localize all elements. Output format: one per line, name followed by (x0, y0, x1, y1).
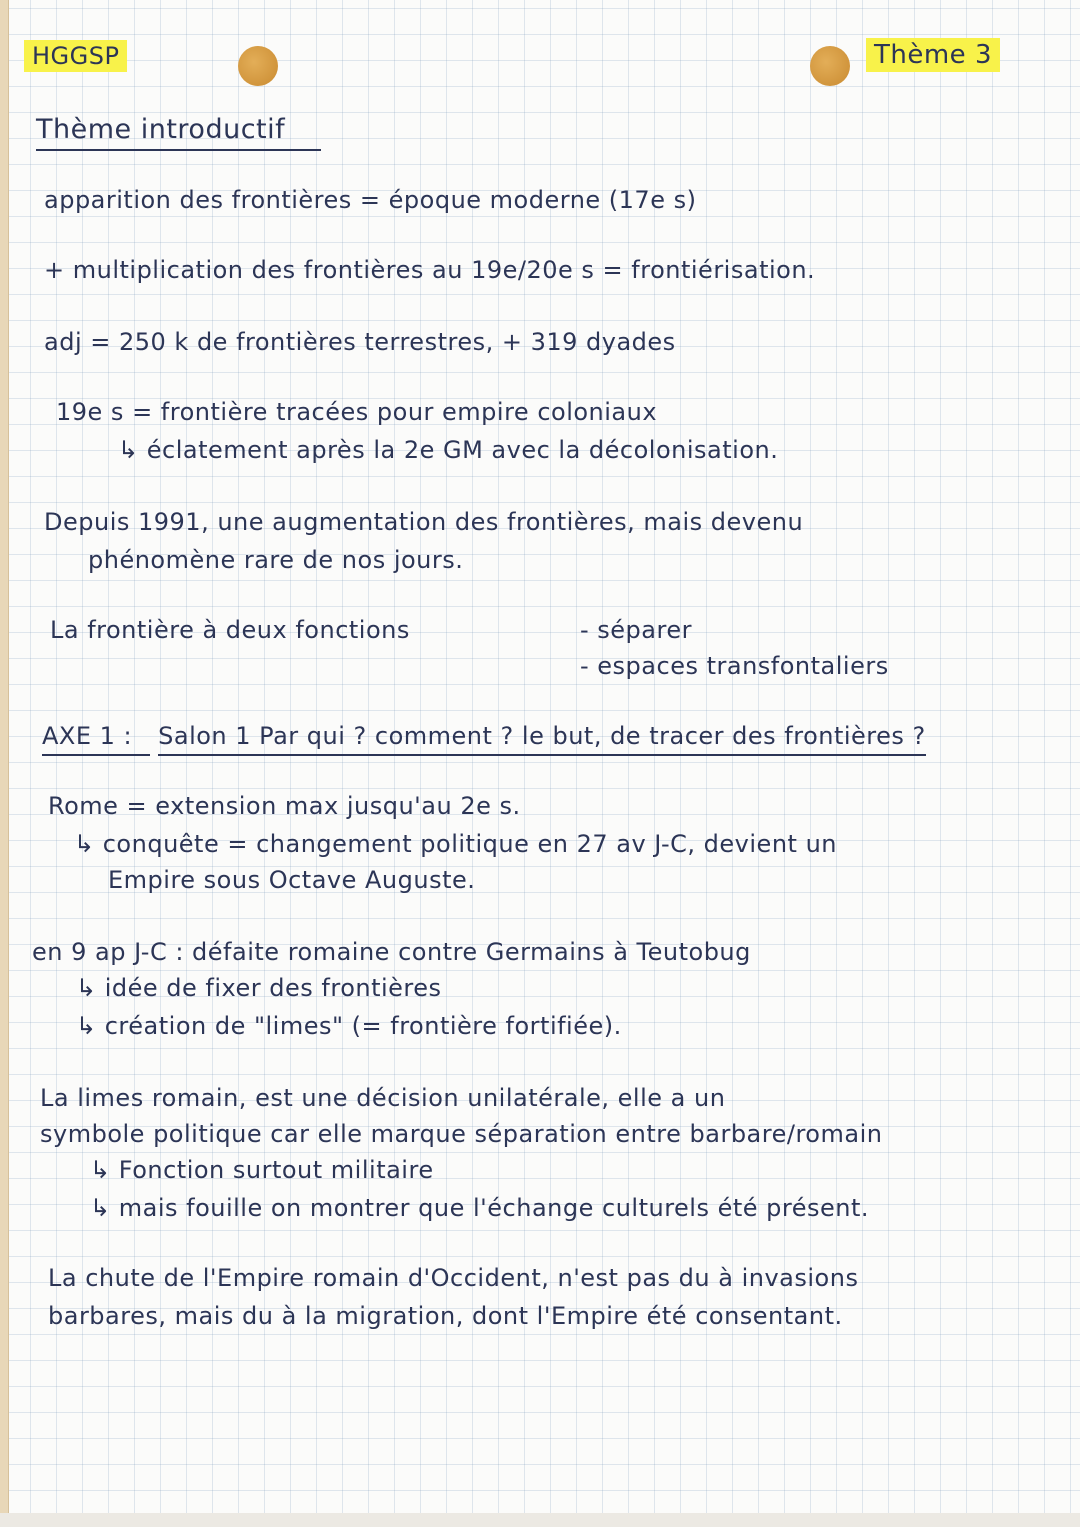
note-line: 19e s = frontière tracées pour empire coloniaux (56, 398, 658, 426)
page-bottom-edge (0, 1513, 1080, 1527)
note-line: adj = 250 k de frontières terrestres, + 319 dyades (44, 328, 676, 356)
page-binding (0, 0, 9, 1527)
subject-label (24, 42, 127, 70)
note-line: ↳ Fonction surtout militaire (90, 1156, 434, 1184)
note-line: phénomène rare de nos jours. (88, 546, 464, 574)
note-line: symbole politique car elle marque séparation entre barbare/romain (40, 1120, 883, 1148)
punch-hole-right (810, 46, 850, 86)
note-line: ↳ idée de fixer des frontières (76, 974, 442, 1002)
punch-hole-left (238, 46, 278, 86)
note-line: ↳ mais fouille on montrer que l'échange culturels été présent. (90, 1194, 870, 1222)
note-line: ↳ éclatement après la 2e GM avec la décolonisation. (118, 436, 779, 464)
note-line: La chute de l'Empire romain d'Occident, n'est pas du à invasions (48, 1264, 859, 1292)
note-line: - séparer (580, 616, 692, 644)
note-line: ↳ conquête = changement politique en 27 av J-C, devient un (74, 830, 837, 858)
note-line: Rome = extension max jusqu'au 2e s. (48, 792, 521, 820)
note-line: Depuis 1991, une augmentation des frontières, mais devenu (44, 508, 804, 536)
theme-label (866, 40, 1000, 70)
note-line: barbares, mais du à la migration, dont l'Empire été consentant. (48, 1302, 843, 1330)
axe-label: AXE 1 : (42, 722, 150, 756)
axe-heading (42, 722, 926, 750)
note-line: en 9 ap J-C : défaite romaine contre Germains à Teutobug (32, 938, 751, 966)
note-line: apparition des frontières = époque moderne (17e s) (44, 186, 697, 214)
note-line: - espaces transfontaliers (580, 652, 889, 680)
subject-text: HGGSP (24, 40, 127, 72)
note-line: ↳ création de "limes" (= frontière fortifiée). (76, 1012, 622, 1040)
theme-text: Thème 3 (866, 38, 1000, 72)
note-line: + multiplication des frontières au 19e/20e s = frontiérisation. (44, 256, 816, 284)
page-title-text: Thème introductif (36, 114, 321, 151)
page-title (36, 114, 321, 145)
axe-text: Salon 1 Par qui ? comment ? le but, de tracer des frontières ? (158, 722, 926, 756)
note-line: La limes romain, est une décision unilatérale, elle a un (40, 1084, 726, 1112)
note-line: Empire sous Octave Auguste. (108, 866, 476, 894)
note-line: La frontière à deux fonctions (50, 616, 410, 644)
